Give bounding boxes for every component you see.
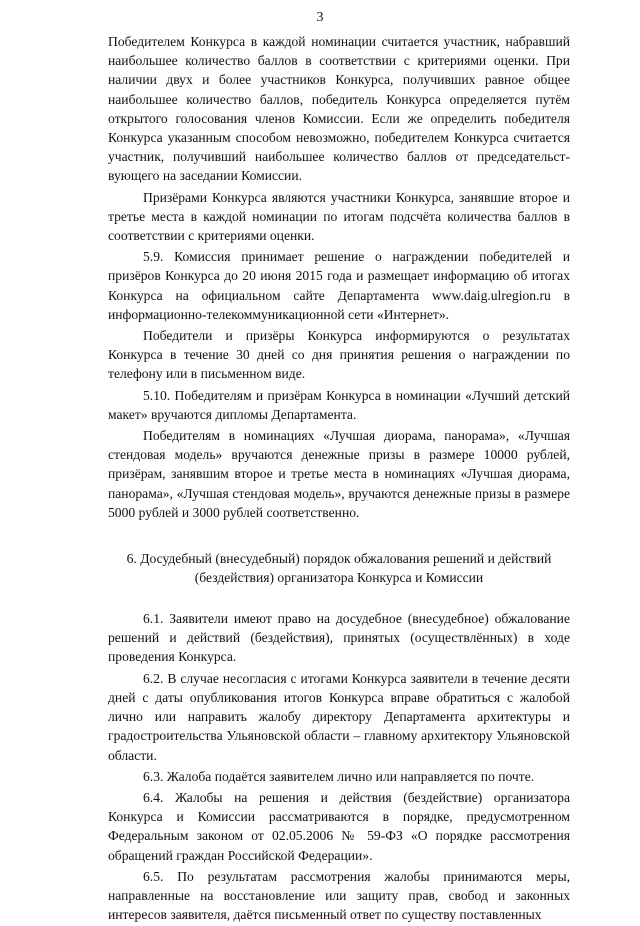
paragraph: Победителем Конкурса в каждой номинации считается участник, набравший наибольшее количество баллов в соответствии с критериями оценки. При наличии двух и более участников Конкурса, получивших равное общее наибольшее количество баллов, победитель Конкурса определяется путём открытого голосования членов Комиссии. Если же определить победителя Конкурса указанным способом невозможно, победителем Конкурса считается участник, получивший наибольшее количество баллов от председательствующего на заседании Комиссии. [108,34,570,184]
paragraphs-before [108,32,570,522]
paragraph: 6.5. По результатам рассмотрения жалобы принимаются меры, направленные на восстановление или защиту прав, свобод и законных интересов заявителя, даётся письменный ответ по существу поставленных [108,868,570,923]
section-heading-line: (бездействия) организатора Конкурса и Комиссии [194,570,484,586]
document-body [108,32,570,926]
section-heading-line: 6. Досудебный (внесудебный) порядок обжалования решений и действий [126,551,552,567]
paragraph: Победителям в номинациях «Лучшая диорама, панорама», «Лучшая стендовая модель» вручаются денежные призы в размере 10000 рублей, призёрам, занявшим второе и третье места в номинациях «Лучшая диорама, панорама», «Лучшая стендовая модель», вручаются денежные призы в размере 5000 рублей и 3000 рублей соответственно. [108,428,570,520]
paragraph: 6.1. Заявители имеют право на досудебное (внесудебное) обжалование решений и действий (бездействия), принятых (осуществлённых) в ходе проведения Конкурса. [108,611,570,665]
paragraph: 6.2. В случае несогласия с итогами Конкурса заявители в течение десяти дней с даты опубликования итогов Конкурса вправе обратиться с жалобой лично или направить жалобу директору Департамента архитектуры и градостроительства Ульяновской области – главному архитектору Ульяновской области. [108,670,570,763]
paragraph: 6.4. Жалобы на решения и действия (бездействие) организатора Конкурса и Комиссии рассматриваются в порядке, предусмотренном Федеральным законом от 02.05.2006 № 59-ФЗ «О порядке рассмотрения обращений граждан Российской Федерации». [108,789,570,863]
section-heading [108,549,570,587]
paragraph: Победители и призёры Конкурса информируются о результатах Конкурса в течение 30 дней со дня принятия решения о награждении по телефону или в письменном виде. [108,328,570,382]
page-number: 3 [316,10,324,25]
paragraph: 6.3. Жалоба подаётся заявителем лично или направляется по почте. [143,768,535,784]
paragraph: Призёрами Конкурса являются участники Конкурса, занявшие второе и третье места в каждой номинации по итогам подсчёта количества баллов в соответствии с критериями оценки. [108,189,570,244]
paragraph: 5.10. Победителям и призёрам Конкурса в номинации «Лучший детский макет» вручаются дипломы Департамента. [108,387,570,422]
paragraphs-after [108,609,570,924]
paragraph: 5.9. Комиссия принимает решение о награждении победителей и призёров Конкурса до 20 июня 2015 года и размещает информацию об итогах Конкурса на официальном сайте Департамента www.daig.ulregion.ru в информационно-телекоммуникационной сети «Интернет». [108,249,570,322]
